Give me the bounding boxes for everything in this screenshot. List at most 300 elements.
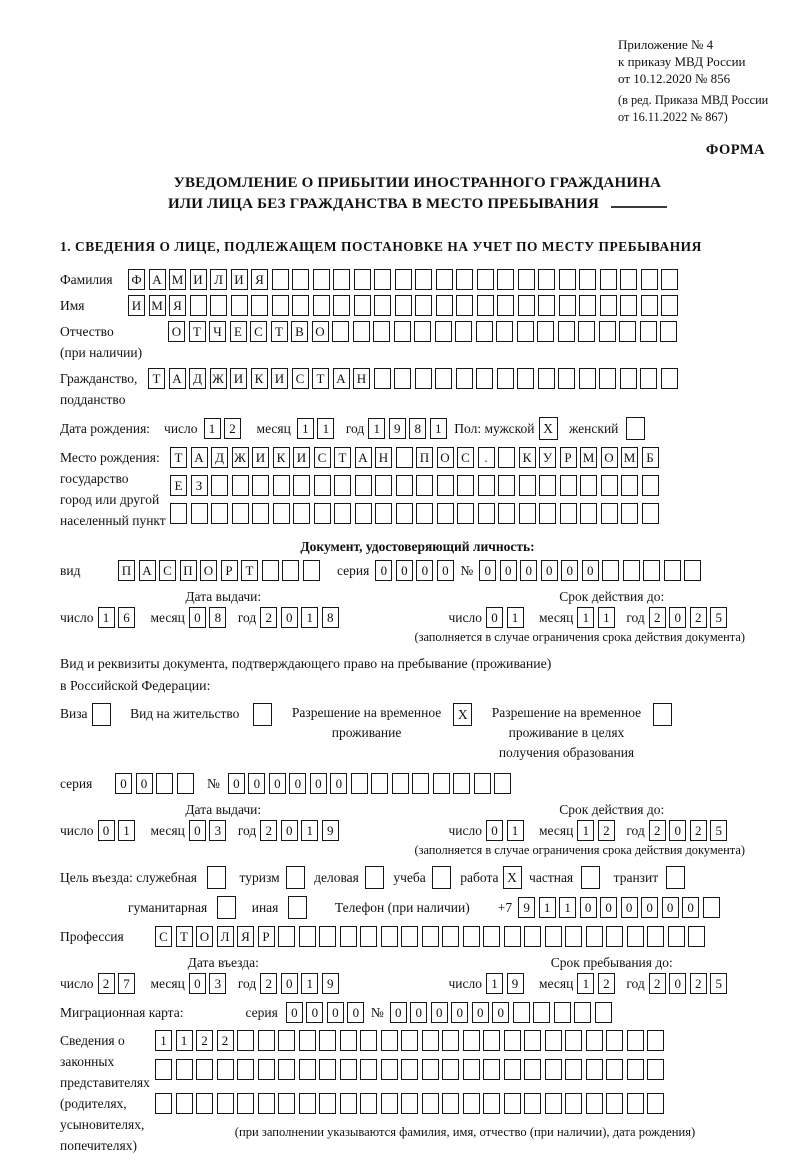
issue-year-boxes (260, 607, 342, 628)
char-box (177, 773, 194, 794)
char-box: 1 (577, 973, 594, 994)
expiry-day-boxes (486, 607, 527, 628)
char-box (251, 295, 268, 316)
char-box (538, 295, 555, 316)
citizenship-row (60, 368, 775, 410)
char-box: 2 (196, 1030, 213, 1051)
char-box (524, 1030, 541, 1051)
migration-number-boxes (390, 1002, 616, 1023)
char-box: Т (176, 926, 193, 947)
residence-series-label: серия (60, 776, 93, 791)
char-box (392, 773, 409, 794)
humanitarian-label: гуманитарная (128, 900, 208, 915)
day-label: число (164, 421, 198, 436)
char-box (463, 1059, 480, 1080)
char-box: Р (560, 447, 577, 468)
amendment-line: (в ред. Приказа МВД России (618, 93, 769, 107)
char-box (545, 1093, 562, 1114)
entry-date-heading: Дата въезда: (187, 955, 259, 970)
char-box (496, 321, 513, 342)
char-box: 0 (286, 1002, 303, 1023)
char-box (640, 368, 657, 389)
char-box (497, 368, 514, 389)
char-box (395, 295, 412, 316)
char-box: 0 (520, 560, 537, 581)
char-box: Е (170, 475, 187, 496)
char-box: 0 (437, 560, 454, 581)
char-box (580, 475, 597, 496)
char-box (196, 1093, 213, 1114)
patronymic-sublabel: (при наличии) (60, 345, 143, 360)
char-box: 0 (561, 560, 578, 581)
char-box (355, 475, 372, 496)
char-box: 0 (541, 560, 558, 581)
char-box (606, 1030, 623, 1051)
char-box (456, 368, 473, 389)
char-box: 0 (500, 560, 517, 581)
char-box: П (416, 447, 433, 468)
char-box (601, 503, 618, 524)
char-box (627, 926, 644, 947)
tourism-label: туризм (239, 870, 280, 885)
char-box (375, 503, 392, 524)
char-box (155, 1093, 172, 1114)
char-box (374, 295, 391, 316)
char-box (237, 1093, 254, 1114)
char-box (332, 321, 349, 342)
char-box: 5 (710, 820, 727, 841)
year-label: год (626, 976, 645, 991)
char-box (334, 503, 351, 524)
legal-reps-boxes-1 (155, 1030, 668, 1051)
char-box: 0 (306, 1002, 323, 1023)
char-box (579, 269, 596, 290)
char-box (237, 1030, 254, 1051)
char-box (579, 368, 596, 389)
appendix-line: от 10.12.2020 № 856 (618, 71, 731, 86)
char-box (599, 321, 616, 342)
char-box: М (149, 295, 166, 316)
char-box: 1 (577, 607, 594, 628)
char-box (643, 560, 660, 581)
entry-month-boxes (189, 973, 230, 994)
char-box: С (314, 447, 331, 468)
char-box: 2 (649, 607, 666, 628)
tourism-checkbox (286, 866, 305, 889)
char-box (354, 295, 371, 316)
profession-row (60, 926, 775, 947)
birthplace-boxes-2 (170, 475, 662, 496)
char-box (196, 1059, 213, 1080)
char-box: 0 (479, 560, 496, 581)
firstname-boxes (128, 295, 682, 316)
char-box (560, 503, 577, 524)
surname-label: Фамилия (60, 272, 113, 287)
char-box: 5 (710, 607, 727, 628)
char-box: И (293, 447, 310, 468)
char-box: А (355, 447, 372, 468)
char-box: С (250, 321, 267, 342)
birth-day-boxes (204, 418, 245, 439)
char-box (292, 295, 309, 316)
char-box (627, 1030, 644, 1051)
char-box (601, 475, 618, 496)
char-box: 8 (409, 418, 426, 439)
char-box: Ж (232, 447, 249, 468)
char-box (565, 926, 582, 947)
char-box: 3 (209, 820, 226, 841)
char-box (586, 1093, 603, 1114)
other-purpose-checkbox (288, 896, 307, 919)
char-box (422, 1093, 439, 1114)
char-box (395, 269, 412, 290)
char-box (355, 503, 372, 524)
doc-type-boxes (118, 560, 323, 581)
char-box: П (118, 560, 135, 581)
char-box (457, 503, 474, 524)
birth-month-boxes (297, 418, 338, 439)
char-box: 1 (598, 607, 615, 628)
residence-doc-intro-line1: Вид и реквизиты документа, подтверждающего право на пребывание (проживание) (60, 656, 552, 671)
month-label: месяц (256, 421, 291, 436)
char-box: 2 (598, 820, 615, 841)
char-box: Д (189, 368, 206, 389)
legal-reps-row: Сведения о законных представителях (родителях, усыновителях, попечителях) 1 1 2 2 (при заполнении указываются фамилия, имя, отчество (при наличии), дата рождения) (60, 1030, 775, 1156)
issue-month-boxes (189, 607, 230, 628)
char-box: 0 (662, 897, 679, 918)
char-box (333, 295, 350, 316)
humanitarian-checkbox (217, 896, 236, 919)
doc-series-label: серия (337, 563, 370, 578)
phone-prefix: +7 (497, 900, 513, 915)
patronymic-row (60, 321, 775, 363)
char-box: Т (189, 321, 206, 342)
official-checkbox (207, 866, 226, 889)
char-box: Т (241, 560, 258, 581)
char-box (647, 1093, 664, 1114)
study-label: учеба (393, 870, 426, 885)
birthplace-label-state: государство (60, 471, 129, 486)
char-box: А (333, 368, 350, 389)
char-box: 0 (472, 1002, 489, 1023)
visa-checkbox (92, 703, 111, 726)
form-title-line1: УВЕДОМЛЕНИЕ О ПРИБЫТИИ ИНОСТРАННОГО ГРАЖДАНИНА (173, 175, 662, 191)
char-box (664, 560, 681, 581)
char-box (340, 1093, 357, 1114)
char-box (374, 368, 391, 389)
char-box (442, 926, 459, 947)
temp-residence-education-checkbox (653, 703, 672, 726)
char-box: Р (258, 926, 275, 947)
char-box (504, 926, 521, 947)
char-box: Ж (210, 368, 227, 389)
month-label: месяц (539, 823, 574, 838)
char-box (580, 503, 597, 524)
appendix-line: к приказу МВД России (618, 54, 746, 69)
day-label: число (448, 823, 482, 838)
purpose-row (60, 866, 775, 889)
char-box: У (539, 447, 556, 468)
expiry-date-heading: Срок действия до: (559, 589, 665, 604)
month-label: месяц (150, 823, 185, 838)
char-box (538, 368, 555, 389)
char-box: 0 (582, 560, 599, 581)
char-box: О (196, 926, 213, 947)
birth-year-boxes (368, 418, 450, 439)
char-box (340, 1030, 357, 1051)
char-box (211, 475, 228, 496)
char-box (375, 475, 392, 496)
char-box: 1 (176, 1030, 193, 1051)
char-box (668, 926, 685, 947)
char-box: 0 (310, 773, 327, 794)
char-box (647, 1030, 664, 1051)
amendment-line: от 16.11.2022 № 867) (618, 110, 728, 124)
month-label: месяц (150, 610, 185, 625)
char-box: П (180, 560, 197, 581)
char-box: 1 (539, 897, 556, 918)
char-box (504, 1093, 521, 1114)
char-box (319, 926, 336, 947)
char-box (623, 560, 640, 581)
char-box (642, 503, 659, 524)
char-box (435, 368, 452, 389)
char-box (474, 773, 491, 794)
char-box (463, 926, 480, 947)
appendix-line: Приложение № 4 (618, 37, 714, 52)
char-box (401, 926, 418, 947)
char-box (278, 1093, 295, 1114)
day-label: число (60, 976, 94, 991)
char-box: 0 (347, 1002, 364, 1023)
char-box (517, 368, 534, 389)
char-box (661, 295, 678, 316)
char-box (497, 295, 514, 316)
char-box (504, 1030, 521, 1051)
issue-day-boxes (98, 607, 139, 628)
char-box (437, 503, 454, 524)
stay-month-boxes (577, 973, 618, 994)
char-box (586, 1030, 603, 1051)
profession-boxes (155, 926, 709, 947)
char-box: 1 (118, 820, 135, 841)
char-box (627, 1093, 644, 1114)
form-title (60, 173, 775, 215)
char-box (661, 368, 678, 389)
char-box (513, 1002, 530, 1023)
visa-label: Виза (60, 706, 88, 721)
phone-boxes (518, 897, 723, 918)
char-box (299, 1059, 316, 1080)
char-box: О (200, 560, 217, 581)
legal-reps-boxes-3 (155, 1093, 668, 1114)
char-box (442, 1059, 459, 1080)
char-box: 2 (649, 820, 666, 841)
char-box (176, 1059, 193, 1080)
female-label: женский (569, 421, 619, 436)
char-box (477, 269, 494, 290)
char-box (381, 1059, 398, 1080)
char-box (456, 295, 473, 316)
char-box: Я (237, 926, 254, 947)
char-box (498, 503, 515, 524)
char-box: А (139, 560, 156, 581)
char-box: 0 (600, 897, 617, 918)
char-box: 1 (507, 820, 524, 841)
char-box: Т (170, 447, 187, 468)
appendix-block (618, 36, 775, 126)
char-box: 2 (598, 973, 615, 994)
char-box (518, 295, 535, 316)
char-box (545, 1059, 562, 1080)
char-box: Р (221, 560, 238, 581)
migration-series-label: серия (245, 1005, 278, 1020)
char-box: К (519, 447, 536, 468)
year-label: год (345, 421, 365, 436)
char-box: М (621, 447, 638, 468)
char-box: 0 (416, 560, 433, 581)
day-label: число (448, 976, 482, 991)
char-box (606, 926, 623, 947)
residence-doc-intro-line2: в Российской Федерации: (60, 678, 211, 693)
char-box: 9 (518, 897, 535, 918)
char-box (437, 475, 454, 496)
char-box: Б (642, 447, 659, 468)
char-box: 0 (115, 773, 132, 794)
char-box (524, 926, 541, 947)
male-checkbox: X (539, 417, 558, 440)
char-box: З (191, 475, 208, 496)
firstname-label: Имя (60, 298, 85, 313)
residence-series-row (60, 773, 775, 794)
char-box: Т (271, 321, 288, 342)
expiry-year-boxes (649, 607, 731, 628)
char-box: 5 (710, 973, 727, 994)
char-box (303, 560, 320, 581)
char-box: 0 (289, 773, 306, 794)
char-box (524, 1093, 541, 1114)
char-box (599, 368, 616, 389)
char-box (278, 1059, 295, 1080)
char-box (463, 1093, 480, 1114)
char-box (351, 773, 368, 794)
temp-residence-education-label: Разрешение на временное проживание в целях получения образования (491, 705, 642, 760)
firstname-row (60, 295, 775, 316)
char-box: 0 (189, 820, 206, 841)
char-box (278, 1030, 295, 1051)
migration-card-row (60, 1002, 775, 1023)
char-box (278, 926, 295, 947)
char-box (415, 368, 432, 389)
char-box (422, 926, 439, 947)
char-box: 0 (492, 1002, 509, 1023)
char-box (519, 475, 536, 496)
char-box (595, 1002, 612, 1023)
char-box (373, 321, 390, 342)
residence-permit-checkbox (253, 703, 272, 726)
char-box: О (168, 321, 185, 342)
char-box (381, 1093, 398, 1114)
char-box (498, 447, 515, 468)
char-box (396, 503, 413, 524)
entry-dates (60, 955, 775, 994)
other-purpose-label: иная (251, 900, 279, 915)
char-box (381, 926, 398, 947)
char-box: О (601, 447, 618, 468)
migration-series-boxes (286, 1002, 368, 1023)
char-box: 1 (368, 418, 385, 439)
day-label: число (448, 610, 482, 625)
birthplace-label-city: город или другой (60, 492, 160, 507)
char-box (483, 1093, 500, 1114)
char-box (539, 475, 556, 496)
char-box: И (271, 368, 288, 389)
char-box (191, 503, 208, 524)
year-label: год (626, 610, 645, 625)
char-box: 0 (375, 560, 392, 581)
identity-doc-row (60, 560, 775, 581)
char-box: А (169, 368, 186, 389)
char-box (334, 475, 351, 496)
patronymic-boxes (168, 321, 681, 342)
char-box (353, 321, 370, 342)
char-box (554, 1002, 571, 1023)
char-box (621, 503, 638, 524)
char-box: 0 (189, 973, 206, 994)
char-box: 9 (322, 820, 339, 841)
residence-options-row (60, 703, 775, 763)
char-box (333, 269, 350, 290)
char-box: . (478, 447, 495, 468)
char-box (435, 321, 452, 342)
char-box: 1 (559, 897, 576, 918)
char-box: Л (217, 926, 234, 947)
study-checkbox (432, 866, 451, 889)
res-expiry-day-boxes (486, 820, 527, 841)
char-box (574, 1002, 591, 1023)
char-box (517, 321, 534, 342)
char-box (314, 503, 331, 524)
char-box: 0 (327, 1002, 344, 1023)
char-box: 1 (507, 607, 524, 628)
temp-residence-label: Разрешение на временное проживание (291, 705, 442, 740)
year-label: год (237, 976, 257, 991)
char-box: 0 (451, 1002, 468, 1023)
char-box (401, 1059, 418, 1080)
char-box (483, 1030, 500, 1051)
char-box: 9 (389, 418, 406, 439)
char-box (210, 295, 227, 316)
stay-day-boxes (486, 973, 527, 994)
char-box (394, 368, 411, 389)
year-label: год (237, 823, 257, 838)
char-box (292, 269, 309, 290)
title-underline (611, 206, 667, 208)
stay-until-heading: Срок пребывания до: (550, 955, 673, 970)
char-box: 1 (301, 607, 318, 628)
doc-type-label: вид (60, 563, 81, 578)
char-box (504, 1059, 521, 1080)
char-box (299, 1093, 316, 1114)
char-box: 2 (690, 973, 707, 994)
residence-doc-dates (60, 802, 775, 841)
char-box (258, 1030, 275, 1051)
char-box (394, 321, 411, 342)
char-box (258, 1059, 275, 1080)
birthplace-row (60, 447, 775, 531)
char-box (258, 1093, 275, 1114)
legal-reps-note: (при заполнении указываются фамилия, имя, отчество (при наличии), дата рождения) (234, 1125, 696, 1139)
